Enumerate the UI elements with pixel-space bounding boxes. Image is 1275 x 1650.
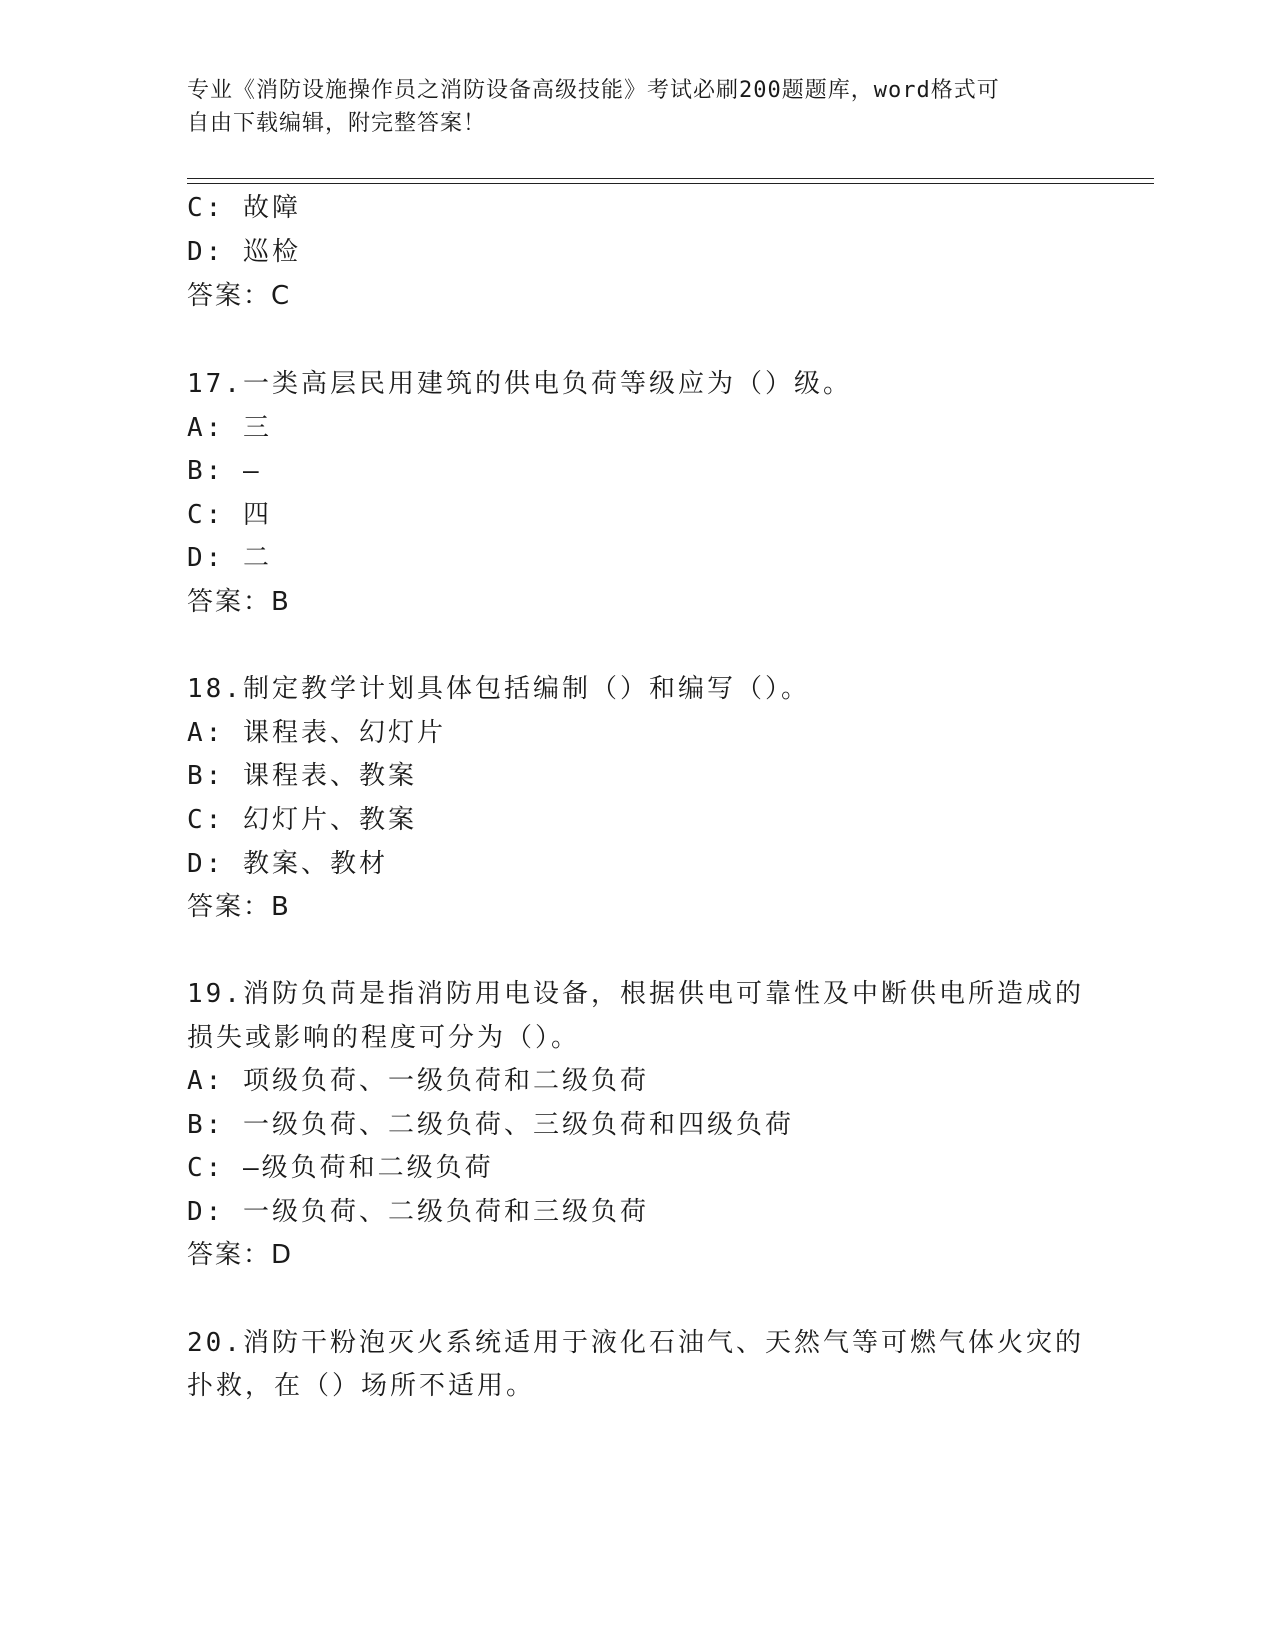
q17-option-c: C: 四 xyxy=(187,500,272,530)
q19-answer: 答案：D xyxy=(187,1240,294,1270)
q19-option-d: D: 一级负荷、二级负荷和三级负荷 xyxy=(187,1197,649,1227)
q18-option-d: D: 教案、教材 xyxy=(187,849,388,879)
q18-option-a: A: 课程表、幻灯片 xyxy=(187,718,446,748)
q20-question-line-1: 20.消防干粉泡灭火系统适用于液化石油气、天然气等可燃气体火灾的 xyxy=(187,1328,1084,1358)
q16-option-c: C: 故障 xyxy=(187,193,301,223)
document-header xyxy=(187,74,1087,140)
q18-option-b: B: 课程表、教案 xyxy=(187,761,417,791)
header-divider xyxy=(187,178,1154,184)
q19-question-line-2: 损失或影响的程度可分为（）。 xyxy=(187,1023,581,1053)
header-line-1: 专业《消防设施操作员之消防设备高级技能》考试必刷200题题库，word格式可 xyxy=(187,78,1000,103)
q19-option-c: C: —级负荷和二级负荷 xyxy=(187,1153,494,1183)
q17-answer: 答案：B xyxy=(187,587,291,617)
q16-answer: 答案：C xyxy=(187,281,292,311)
q16-option-d: D: 巡检 xyxy=(187,237,301,267)
q17-option-a: A: 三 xyxy=(187,413,272,443)
header-line-2: 自由下载编辑，附完整答案！ xyxy=(187,111,487,136)
q20-question-line-2: 扑救，在（）场所不适用。 xyxy=(187,1371,536,1401)
q19-question-line-1: 19.消防负苘是指消防用电设备，根据供电可靠性及中断供电所造成的 xyxy=(187,979,1084,1009)
q17-option-b: B: — xyxy=(187,456,262,486)
q17-option-d: D: 二 xyxy=(187,543,272,573)
q18-option-c: C: 幻灯片、教案 xyxy=(187,805,417,835)
q17-question: 17.一类高层民用建筑的供电负荷等级应为（）级。 xyxy=(187,369,852,399)
q19-option-a: A: 项级负荷、一级负荷和二级负荷 xyxy=(187,1066,649,1096)
q19-option-b: B: 一级负荷、二级负荷、三级负荷和四级负荷 xyxy=(187,1110,794,1140)
q18-answer: 答案：B xyxy=(187,892,291,922)
q18-question: 18.制定教学计划具体包括编制（）和编写（）。 xyxy=(187,674,810,704)
